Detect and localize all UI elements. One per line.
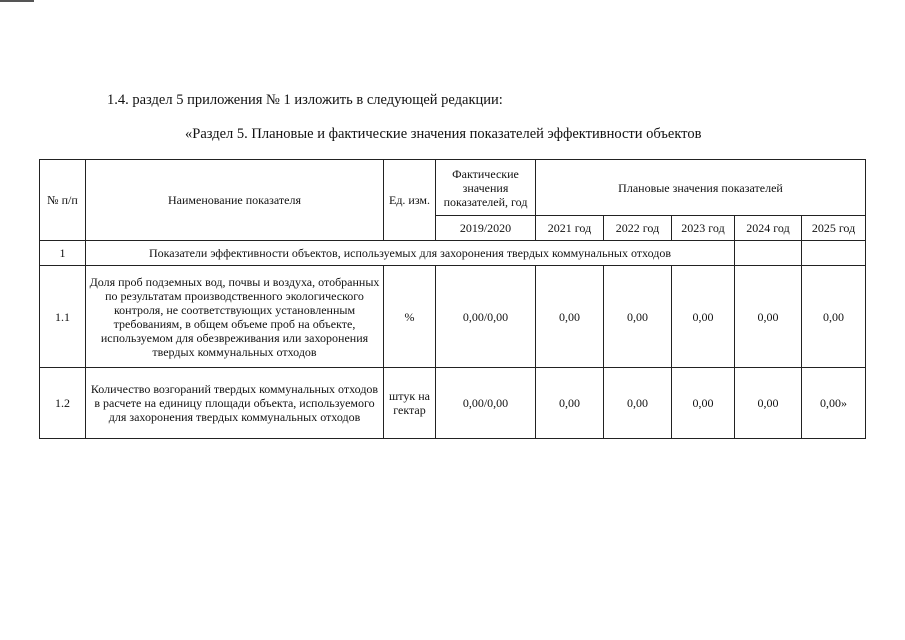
indicators-table — [39, 159, 866, 439]
table-row — [40, 368, 866, 439]
section-row — [40, 241, 866, 266]
row-value: 0,00» — [802, 368, 866, 439]
row-value: 0,00 — [604, 368, 672, 439]
row-actual: 0,00/0,00 — [436, 266, 536, 368]
row-value: 0,00 — [536, 266, 604, 368]
row-num: 1.1 — [40, 266, 86, 368]
row-value: 0,00 — [672, 266, 735, 368]
amendment-paragraph: 1.4. раздел 5 приложения № 1 изложить в следующей редакции: — [107, 92, 503, 108]
header-year: 2024 год — [735, 216, 802, 241]
row-unit: % — [384, 266, 436, 368]
header-year: 2022 год — [604, 216, 672, 241]
row-value: 0,00 — [735, 368, 802, 439]
header-row-1 — [40, 160, 866, 216]
row-num: 1.2 — [40, 368, 86, 439]
header-year: 2023 год — [672, 216, 735, 241]
row-value: 0,00 — [802, 266, 866, 368]
row-actual: 0,00/0,00 — [436, 368, 536, 439]
section-empty-cell — [735, 241, 802, 266]
section-heading: «Раздел 5. Плановые и фактические значения показателей эффективности объектов — [185, 126, 702, 142]
header-unit: Ед. изм. — [384, 160, 436, 241]
header-actual-year: 2019/2020 — [436, 216, 536, 241]
header-num: № п/п — [40, 160, 86, 241]
row-value: 0,00 — [604, 266, 672, 368]
table-row — [40, 266, 866, 368]
row-name: Доля проб подземных вод, почвы и воздуха, отобранных по результатам производственного экологического контроля, не соответствующих установленным требованиям, в общем объеме проб на объекте, используемом для обезвреживания или захоронения твердых коммунальных отходов — [86, 266, 384, 368]
header-year: 2021 год — [536, 216, 604, 241]
row-value: 0,00 — [536, 368, 604, 439]
row-value: 0,00 — [735, 266, 802, 368]
row-unit: штук на гектар — [384, 368, 436, 439]
row-value: 0,00 — [672, 368, 735, 439]
header-actual: Фактические значения показателей, год — [436, 160, 536, 216]
row-name: Количество возгораний твердых коммунальных отходов в расчете на единицу площади объекта, используемого для захоронения твердых коммунальных отходов — [86, 368, 384, 439]
section-empty-cell — [802, 241, 866, 266]
section-title: Показатели эффективности объектов, используемых для захоронения твердых коммунальных отходов — [86, 241, 735, 266]
top-edge-mark — [0, 0, 34, 2]
section-num: 1 — [40, 241, 86, 266]
header-planned: Плановые значения показателей — [536, 160, 866, 216]
header-name: Наименование показателя — [86, 160, 384, 241]
header-year: 2025 год — [802, 216, 866, 241]
